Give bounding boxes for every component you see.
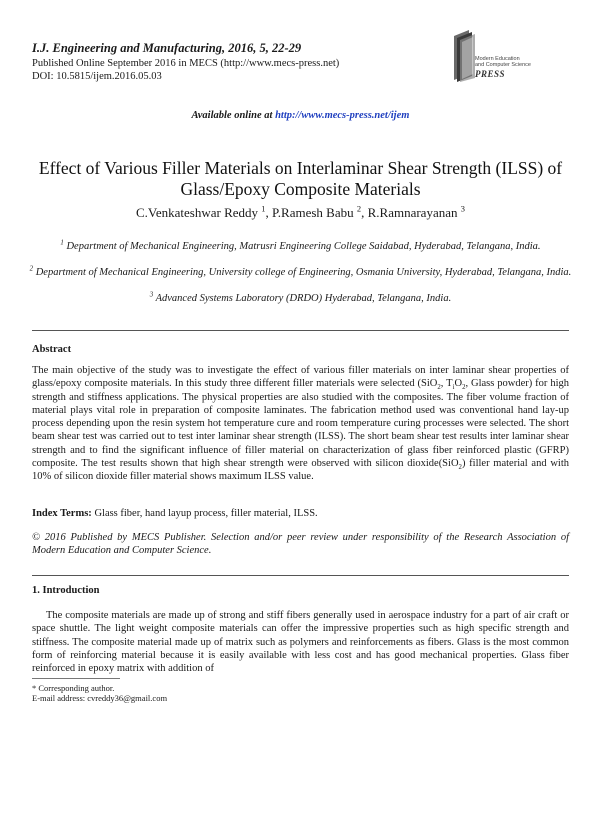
- author-name: P.Ramesh Babu: [272, 205, 357, 220]
- affiliation-2: [20, 266, 581, 279]
- author-separator: ,: [265, 205, 273, 220]
- affiliation-text: Department of Mechanical Engineering, University college of Engineering, Osmania University, Hyderabad, Telangana, India.: [33, 267, 572, 278]
- abstract-text: , Glass powder) for high strength and stiffness applications. The physical properties are also studied with the composites. The fiber volume fraction of material plays vital role in preparation of composite laminates. The fabrication method used was conventional hand lay-up process depending upon the resin system hot temperature cure and room temperature curing processes were selected. The short beam shear test was carried out to test inter laminar shear strength (ILSS). The short beam shear test results inter laminar shear strength and to find the significant influence of filler material on characterization of glass fiber reinforced plastic (GFRP) composite. The test results shown that high shear strength were observed with silicon dioxide(SiO: [32, 378, 569, 470]
- affiliation-number: 3: [149, 291, 154, 299]
- logo-line-3: PRESS: [475, 69, 506, 79]
- abstract-text: The main objective of the study was to investigate the effect of various filler materials on inter laminar shear properties of glass/epoxy composite materials. In this study three different filler materials were selected (SiO: [32, 365, 569, 390]
- introduction-heading: 1. Introduction: [32, 585, 100, 596]
- index-terms-text: Glass fiber, hand layup process, filler material, ILSS.: [91, 508, 318, 519]
- journal-citation: I.J. Engineering and Manufacturing, 2016, 5, 22-29: [32, 41, 302, 55]
- affiliation-3: [20, 292, 581, 305]
- author-superscript: 2: [356, 203, 362, 214]
- book-icon: [451, 30, 477, 82]
- affiliation-text: Advanced Systems Laboratory (DRDO) Hyderabad, Telangana, India.: [153, 293, 452, 304]
- journal-url-link[interactable]: http://www.mecs-press.net/ijem: [275, 110, 410, 121]
- author-superscript: 3: [460, 203, 465, 214]
- abstract-heading: Abstract: [32, 344, 72, 355]
- affiliation-number: 1: [60, 239, 64, 247]
- author-superscript: 1: [261, 203, 266, 214]
- subscript: 2: [437, 384, 441, 392]
- paper-title: Effect of Various Filler Materials on Interlaminar Shear Strength (ILSS) of Glass/Epoxy Composite Materials: [38, 158, 563, 199]
- affiliation-1: [20, 240, 581, 253]
- divider-bottom: [32, 575, 569, 576]
- index-terms: [32, 508, 569, 519]
- abstract-text: O: [454, 378, 463, 390]
- affiliation-text: Department of Mechanical Engineering, Matrusri Engineering College Saidabad, Hyderabad, Telangana, India.: [63, 241, 541, 252]
- abstract-text: , T: [440, 378, 453, 390]
- index-terms-label: Index Terms:: [32, 508, 92, 519]
- footnote-corresponding: * Corresponding author.: [32, 683, 115, 693]
- subscript: 2: [462, 384, 466, 392]
- abstract-text: ) filler material and with 10% of silicon dioxide filler material shows maximum ILSS value.: [32, 458, 569, 483]
- copyright-notice: © 2016 Published by MECS Publisher. Selection and/or peer review under responsibility of the Research Association of Modern Education and Computer Science.: [32, 532, 569, 557]
- footnote-rule: [32, 678, 120, 679]
- logo-line-1: Modern Education: [475, 56, 520, 62]
- doi-line: DOI: 10.5815/ijem.2016.05.03: [32, 71, 162, 82]
- affiliation-number: 2: [29, 265, 34, 273]
- subscript: 2: [458, 464, 462, 472]
- abstract-body: [32, 364, 569, 484]
- author-list: [0, 205, 601, 221]
- footnote-email: E-mail address: cvreddy36@gmail.com: [32, 693, 168, 703]
- divider-top: [32, 330, 569, 331]
- author-name: R.Ramnarayanan: [367, 205, 461, 220]
- publication-line: Published Online September 2016 in MECS (http://www.mecs-press.net): [32, 58, 340, 69]
- available-online: [0, 110, 601, 121]
- author-separator: ,: [361, 205, 368, 220]
- mecs-press-logo: [451, 30, 571, 82]
- logo-line-2: and Computer Science: [475, 62, 531, 68]
- available-prefix: Available online at: [191, 110, 276, 121]
- author-name: C.Venkateshwar Reddy: [136, 205, 262, 220]
- subscript: i: [452, 384, 455, 392]
- introduction-body: The composite materials are made up of strong and stiff fibers generally used in aerospace industry for a part of air craft or space shuttle. The light weight composite materials can offer the impressive properties such as high specific strength and stiffness. The composite material made up of matrix such as polymers and reinforcements as fibers. Glass is the most common form of reinforcing material because it is easily available with less cost and has good mechanical properties. Glass fiber reinforced in epoxy matrix with addition of: [32, 610, 569, 675]
